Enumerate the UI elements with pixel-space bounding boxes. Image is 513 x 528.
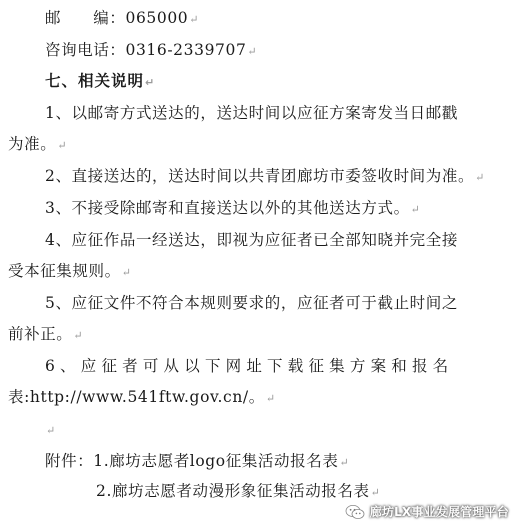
item6-line-b	[8, 387, 276, 409]
paragraph-mark-icon: ↵	[121, 266, 132, 279]
item3-line	[45, 198, 421, 220]
paragraph-mark-icon: ↵	[145, 76, 156, 89]
paragraph-mark-icon: ↵	[247, 45, 258, 58]
attachment-line-2	[96, 481, 380, 503]
paragraph-mark-icon: ↵	[46, 424, 56, 437]
paragraph-mark-icon: ↵	[475, 171, 485, 184]
item5-text-a: 5、应征文件不符合本规则要求的，应征者可于截止时间之	[45, 294, 458, 312]
paragraph-mark-icon: ↵	[57, 139, 68, 152]
item1-text-b: 为准。	[8, 135, 57, 153]
section-title	[45, 71, 155, 93]
phone-text: 咨询电话：0316-2339707	[45, 41, 247, 59]
item4-text-b: 受本征集规则。	[8, 262, 121, 280]
paragraph-mark-icon: ↵	[189, 13, 200, 26]
item2-line	[45, 166, 485, 188]
attachment-1-text: 附件：1.廊坊志愿者logo征集活动报名表	[45, 452, 339, 470]
paragraph-mark-icon: ↵	[370, 486, 381, 499]
watermark	[345, 503, 509, 520]
item6-text-b[interactable]: 表:http://www.541ftw.gov.cn/。	[8, 388, 265, 406]
attachment-2-text: 2.廊坊志愿者动漫形象征集活动报名表	[96, 482, 370, 500]
attachment-line-1	[45, 451, 349, 473]
item6-text-a: 6、应征者可从以下网址下载征集方案和报名	[45, 357, 454, 375]
phone-line	[45, 40, 257, 62]
blank-line	[45, 419, 56, 441]
section-title-text: 七、相关说明	[45, 72, 145, 90]
postcode-text: 邮 编：065000	[45, 9, 189, 27]
item1-line-a	[45, 103, 458, 123]
item5-line-a	[45, 293, 458, 313]
item4-line-a	[45, 230, 458, 250]
wechat-icon	[345, 504, 365, 520]
paragraph-mark-icon: ↵	[265, 392, 276, 405]
watermark-text: 廊坊LX事业发展管理平台	[369, 505, 509, 519]
item2-text: 2、直接送达的，送达时间以共青团廊坊市委签收时间为准。	[45, 167, 475, 185]
item3-text: 3、不接受除邮寄和直接送达以外的其他送达方式。	[45, 199, 410, 217]
item4-text-a: 4、应征作品一经送达，即视为应征者已全部知晓并完全接	[45, 231, 458, 249]
paragraph-mark-icon: ↵	[339, 456, 350, 469]
postcode-line	[45, 8, 199, 30]
item1-line-b	[8, 134, 67, 156]
item4-line-b	[8, 261, 132, 283]
item5-line-b	[8, 324, 83, 346]
item1-text-a: 1、以邮寄方式送达的，送达时间以应征方案寄发当日邮戳	[45, 104, 458, 122]
item6-line-a	[45, 356, 453, 376]
paragraph-mark-icon: ↵	[73, 329, 84, 342]
paragraph-mark-icon: ↵	[410, 203, 421, 216]
item5-text-b: 前补正。	[8, 325, 73, 343]
